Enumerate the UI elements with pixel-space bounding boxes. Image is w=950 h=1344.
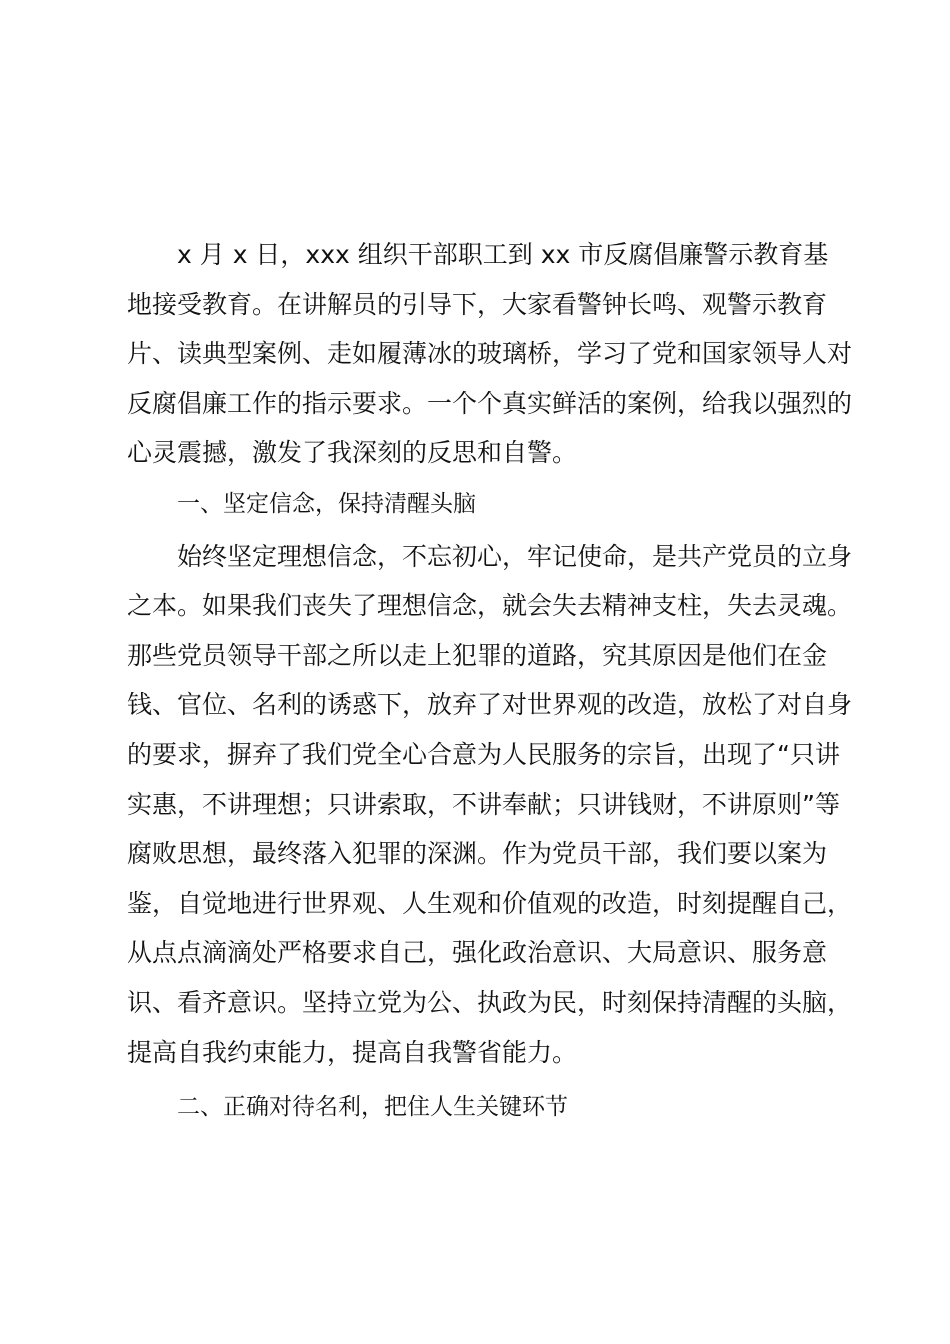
intro-paragraph: x 月 x 日，xxx 组织干部职工到 xx 市反腐倡廉警示教育基地接受教育。在讲解员的引导下，大家看警钟长鸣、观警示教育片、读典型案例、走如履薄冰的玻璃桥，学习了党和国家领导人对反腐倡廉工作的指示要求。一个个真实鲜活的案例，给我以强烈的心灵震撼，激发了我深刻的反思和自警。 (127, 240, 853, 468)
section-2-heading: 二、正确对待名利，把住人生关键环节 (177, 1094, 568, 1121)
document-body (127, 230, 852, 1133)
section-1-paragraph: 始终坚定理想信念，不忘初心，牢记使命，是共产党员的立身之本。如果我们丧失了理想信念，就会失去精神支柱，失去灵魂。那些党员领导干部之所以走上犯罪的道路，究其原因是他们在金钱、官位、名利的诱惑下，放弃了对世界观的改造，放松了对自身的要求，摒弃了我们党全心合意为人民服务的宗旨，出现了“只讲实惠，不讲理想；只讲索取，不讲奉献；只讲钱财，不讲原则”等腐败思想，最终落入犯罪的深渊。作为党员干部，我们要以案为鉴，自觉地进行世界观、人生观和价值观的改造，时刻提醒自己，从点点滴滴处严格要求自己，强化政治意识、大局意识、服务意识、看齐意识。坚持立党为公、执政为民，时刻保持清醒的头脑，提高自我约束能力，提高自我警省能力。 (127, 541, 853, 1067)
section-1-heading: 一、坚定信念，保持清醒头脑 (177, 490, 476, 517)
